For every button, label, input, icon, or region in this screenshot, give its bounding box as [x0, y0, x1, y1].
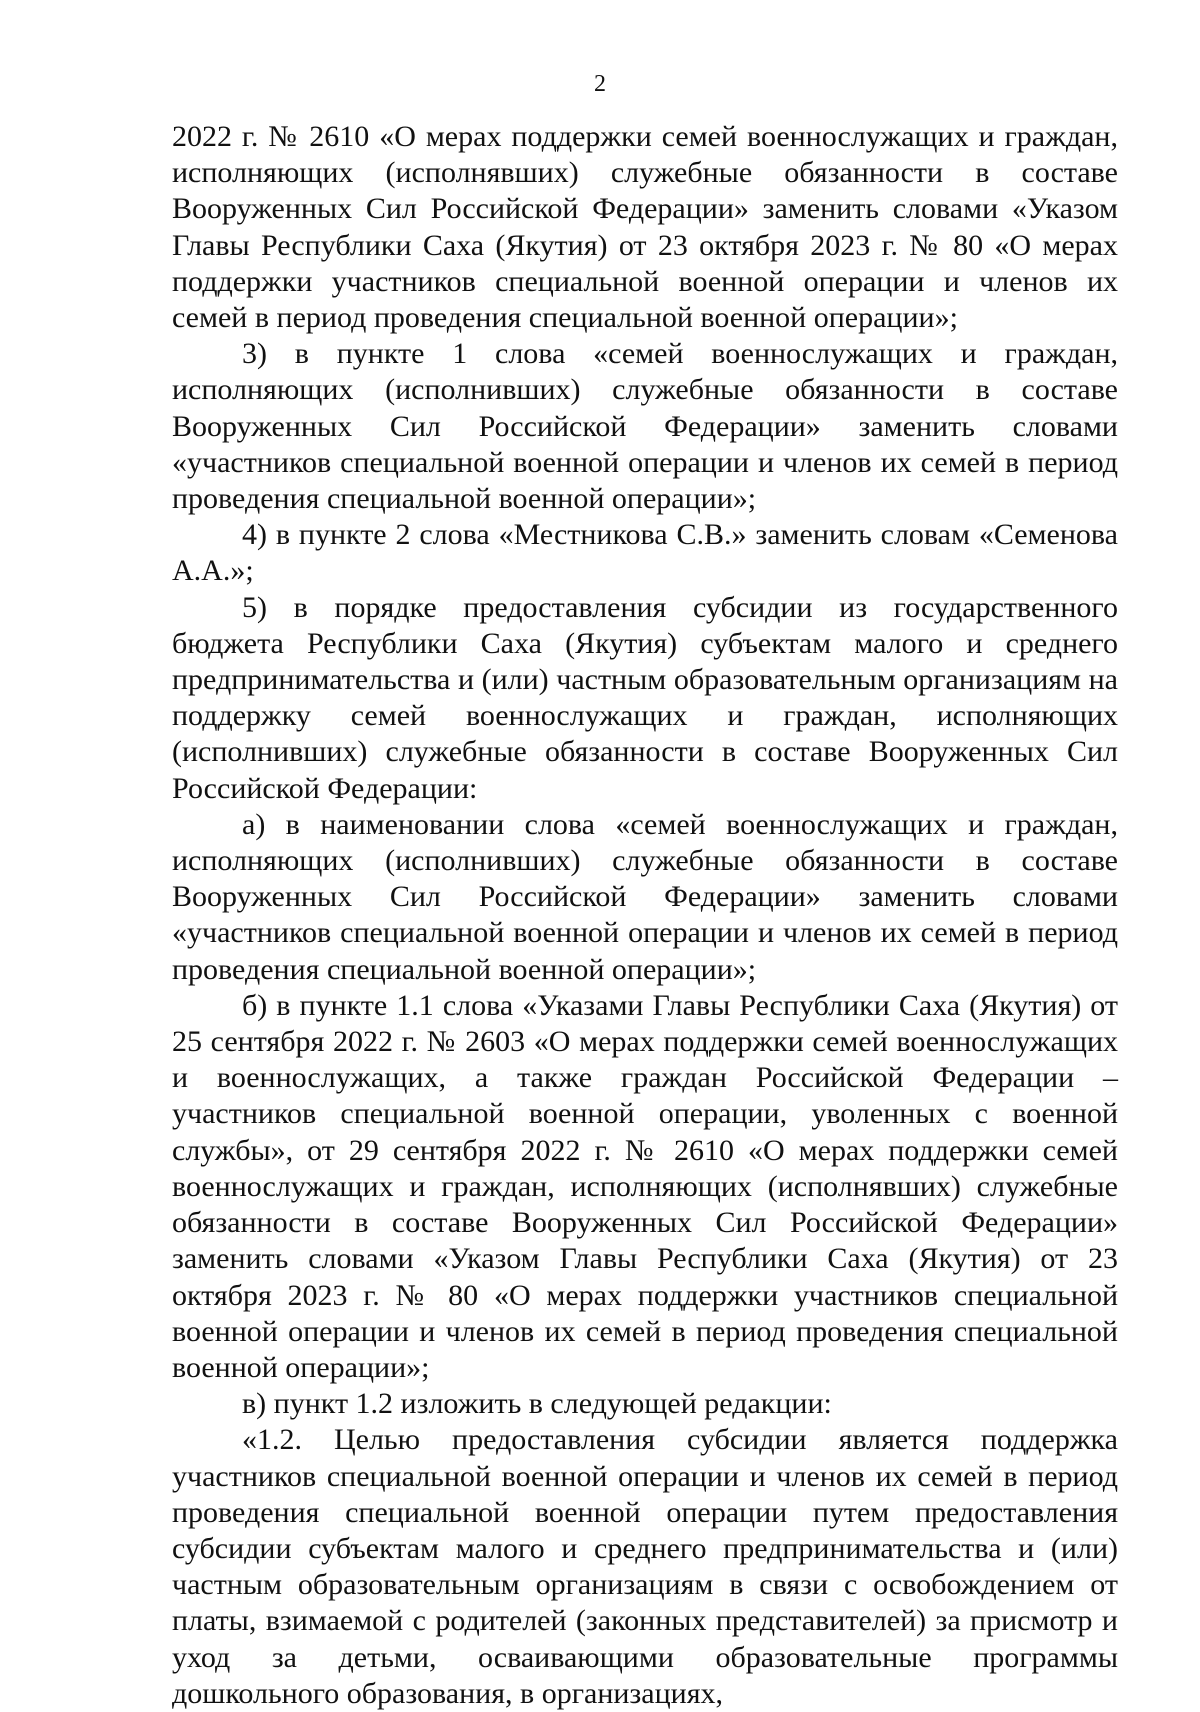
paragraph-subitem-b: б) в пункте 1.1 слова «Указами Главы Республики Саха (Якутия) от 25 сентября 2022 г. № 2603 «О мерах поддержки семей военнослужащих и военнослужащих, а также граждан Российской Федерации – участников специальной военной операции, уволенных с военной службы», от 29 сентября 2022 г. № 2610 «О мерах поддержки семей военнослужащих и граждан, исполняющих (исполнявших) служебные обязанности в составе Вооруженных Сил Российской Федерации» заменить словами «Указом Главы Республики Саха (Якутия) от 23 октября 2023 г. № 80 «О мерах поддержки участников специальной военной операции и членов их семей в период проведения специальной военной операции»;	[172, 988, 1118, 1384]
paragraph-continuation: 2022 г. № 2610 «О мерах поддержки семей военнослужащих и граждан, исполняющих (исполнявших) служебные обязанности в составе Вооруженных Сил Российской Федерации» заменить словами «Указом Главы Республики Саха (Якутия) от 23 октября 2023 г. № 80 «О мерах поддержки участников специальной военной операции и членов их семей в период проведения специальной военной операции»;	[172, 120, 1118, 335]
paragraph-item-3: 3) в пункте 1 слова «семей военнослужащих и граждан, исполняющих (исполнивших) служебные обязанности в составе Вооруженных Сил Российской Федерации» заменить словами «участников специальной военной операции и членов их семей в период проведения специальной военной операции»;	[172, 337, 1118, 516]
document-body	[172, 119, 1118, 1712]
paragraph-subitem-v: в) пункт 1.2 изложить в следующей редакции:	[242, 1387, 832, 1421]
paragraph-item-4: 4) в пункте 2 слова «Местникова С.В.» заменить словам «Семенова А.А.»;	[172, 518, 1118, 588]
paragraph-quoted-1-2: «1.2. Целью предоставления субсидии является поддержка участников специальной военной операции и членов их семей в период проведения специальной военной операции путем предоставления субсидии субъектам малого и среднего предпринимательства и (или) частным образовательным организациям в связи с освобождением от платы, взимаемой с родителей (законных представителей) за присмотр и уход за детьми, осваивающими образовательные программы дошкольного образования, в организациях,	[172, 1423, 1118, 1710]
page-number: 2	[594, 71, 606, 97]
paragraph-subitem-a: а) в наименовании слова «семей военнослужащих и граждан, исполняющих (исполнивших) служебные обязанности в составе Вооруженных Сил Российской Федерации» заменить словами «участников специальной военной операции и членов их семей в период проведения специальной военной операции»;	[172, 807, 1118, 986]
paragraph-item-5: 5) в порядке предоставления субсидии из государственного бюджета Республики Саха (Якутия) субъектам малого и среднего предпринимательства и (или) частным образовательным организациям на поддержку семей военнослужащих и граждан, исполняющих (исполнивших) служебные обязанности в составе Вооруженных Сил Российской Федерации:	[172, 590, 1118, 805]
